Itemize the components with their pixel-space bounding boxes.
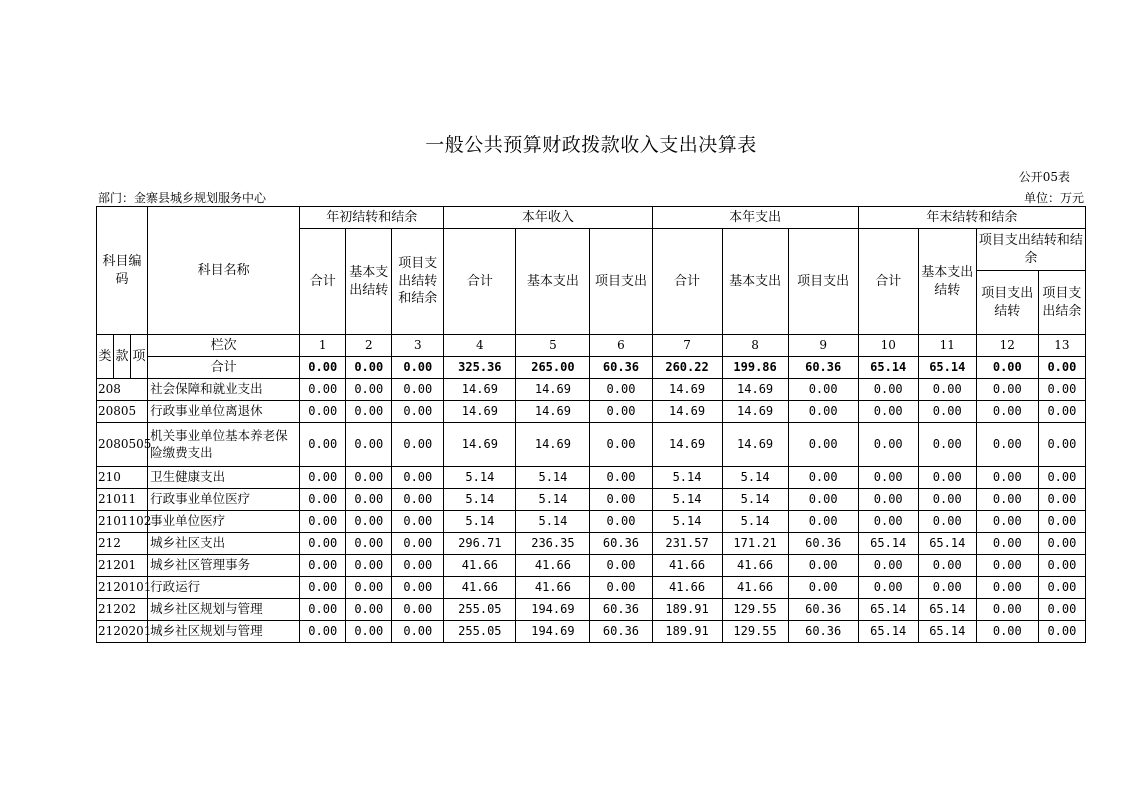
begin-project-header: 项目支出结转和结余 bbox=[392, 229, 444, 335]
cell-value: 0.00 bbox=[300, 621, 346, 643]
cell-value: 0.00 bbox=[976, 467, 1038, 489]
cell-value: 65.14 bbox=[918, 599, 976, 621]
total-value: 0.00 bbox=[300, 357, 346, 379]
subject-name: 城乡社区管理事务 bbox=[148, 555, 300, 577]
total-value: 60.36 bbox=[590, 357, 652, 379]
cell-value: 0.00 bbox=[1038, 511, 1085, 533]
name-header: 科目名称 bbox=[148, 207, 300, 335]
begin-total-header: 合计 bbox=[300, 229, 346, 335]
cell-value: 41.66 bbox=[444, 577, 516, 599]
cell-value: 5.14 bbox=[516, 511, 590, 533]
cell-value: 0.00 bbox=[976, 379, 1038, 401]
cell-value: 0.00 bbox=[300, 489, 346, 511]
subject-code: 212 bbox=[97, 533, 148, 555]
total-value: 0.00 bbox=[976, 357, 1038, 379]
cell-value: 0.00 bbox=[392, 511, 444, 533]
cell-value: 0.00 bbox=[788, 511, 858, 533]
subject-code: 21011 bbox=[97, 489, 148, 511]
cell-value: 0.00 bbox=[392, 401, 444, 423]
cell-value: 0.00 bbox=[858, 467, 918, 489]
cell-value: 0.00 bbox=[918, 577, 976, 599]
cell-value: 0.00 bbox=[392, 621, 444, 643]
column-number: 7 bbox=[652, 335, 722, 357]
cell-value: 0.00 bbox=[590, 423, 652, 467]
kuan-header: 款 bbox=[114, 335, 131, 379]
cell-value: 5.14 bbox=[444, 511, 516, 533]
cell-value: 0.00 bbox=[976, 599, 1038, 621]
cell-value: 41.66 bbox=[444, 555, 516, 577]
column-number: 6 bbox=[590, 335, 652, 357]
cell-value: 255.05 bbox=[444, 599, 516, 621]
cell-value: 0.00 bbox=[392, 489, 444, 511]
cell-value: 5.14 bbox=[444, 489, 516, 511]
cell-value: 0.00 bbox=[346, 489, 392, 511]
cell-value: 14.69 bbox=[516, 401, 590, 423]
cell-value: 0.00 bbox=[346, 423, 392, 467]
subject-code: 2120201 bbox=[97, 621, 148, 643]
cell-value: 0.00 bbox=[918, 423, 976, 467]
cell-value: 0.00 bbox=[1038, 577, 1085, 599]
form-number: 公开05表 bbox=[1018, 170, 1070, 184]
total-value: 260.22 bbox=[652, 357, 722, 379]
cell-value: 0.00 bbox=[976, 555, 1038, 577]
cell-value: 296.71 bbox=[444, 533, 516, 555]
page-title: 一般公共预算财政拨款收入支出决算表 bbox=[425, 134, 757, 156]
end-project-carry-header: 项目支出结转 bbox=[976, 271, 1038, 335]
cell-value: 0.00 bbox=[788, 379, 858, 401]
cell-value: 0.00 bbox=[858, 489, 918, 511]
table-row bbox=[97, 555, 1086, 577]
cell-value: 0.00 bbox=[788, 555, 858, 577]
total-value: 265.00 bbox=[516, 357, 590, 379]
cell-value: 41.66 bbox=[652, 555, 722, 577]
cell-value: 0.00 bbox=[392, 533, 444, 555]
cell-value: 0.00 bbox=[300, 555, 346, 577]
cell-value: 194.69 bbox=[516, 621, 590, 643]
table-row bbox=[97, 577, 1086, 599]
total-value: 0.00 bbox=[1038, 357, 1085, 379]
department-label: 部门：金寨县城乡规划服务中心 bbox=[98, 191, 267, 205]
cell-value: 14.69 bbox=[652, 379, 722, 401]
cell-value: 0.00 bbox=[1038, 401, 1085, 423]
cell-value: 60.36 bbox=[788, 621, 858, 643]
cell-value: 0.00 bbox=[858, 577, 918, 599]
column-number: 3 bbox=[392, 335, 444, 357]
cell-value: 0.00 bbox=[300, 533, 346, 555]
cell-value: 60.36 bbox=[590, 621, 652, 643]
cell-value: 41.66 bbox=[652, 577, 722, 599]
column-number: 4 bbox=[444, 335, 516, 357]
cell-value: 0.00 bbox=[346, 599, 392, 621]
subject-name: 社会保障和就业支出 bbox=[148, 379, 300, 401]
cell-value: 194.69 bbox=[516, 599, 590, 621]
cell-value: 0.00 bbox=[590, 511, 652, 533]
budget-table bbox=[96, 206, 1086, 643]
cell-value: 5.14 bbox=[516, 467, 590, 489]
cell-value: 14.69 bbox=[722, 423, 788, 467]
cell-value: 0.00 bbox=[392, 599, 444, 621]
cell-value: 5.14 bbox=[722, 511, 788, 533]
cell-value: 0.00 bbox=[300, 401, 346, 423]
cell-value: 41.66 bbox=[516, 555, 590, 577]
cell-value: 0.00 bbox=[300, 467, 346, 489]
cell-value: 0.00 bbox=[346, 511, 392, 533]
cell-value: 0.00 bbox=[976, 533, 1038, 555]
expense-header: 本年支出 bbox=[652, 207, 858, 229]
cell-value: 0.00 bbox=[918, 467, 976, 489]
cell-value: 129.55 bbox=[722, 599, 788, 621]
end-project-group-header: 项目支出结转和结余 bbox=[976, 229, 1085, 271]
cell-value: 41.66 bbox=[722, 555, 788, 577]
total-value: 60.36 bbox=[788, 357, 858, 379]
cell-value: 0.00 bbox=[976, 577, 1038, 599]
cell-value: 65.14 bbox=[858, 621, 918, 643]
cell-value: 0.00 bbox=[918, 511, 976, 533]
cell-value: 41.66 bbox=[722, 577, 788, 599]
cell-value: 14.69 bbox=[444, 401, 516, 423]
subject-name: 行政事业单位离退休 bbox=[148, 401, 300, 423]
column-number: 10 bbox=[858, 335, 918, 357]
column-number: 11 bbox=[918, 335, 976, 357]
subject-name: 城乡社区规划与管理 bbox=[148, 621, 300, 643]
cell-value: 0.00 bbox=[1038, 533, 1085, 555]
cell-value: 0.00 bbox=[858, 423, 918, 467]
cell-value: 0.00 bbox=[918, 555, 976, 577]
begin-balance-header: 年初结转和结余 bbox=[300, 207, 444, 229]
cell-value: 0.00 bbox=[1038, 621, 1085, 643]
table-row bbox=[97, 489, 1086, 511]
cell-value: 0.00 bbox=[918, 489, 976, 511]
cell-value: 0.00 bbox=[300, 511, 346, 533]
cell-value: 0.00 bbox=[346, 467, 392, 489]
cell-value: 65.14 bbox=[858, 533, 918, 555]
table-row bbox=[97, 401, 1086, 423]
expense-project-header: 项目支出 bbox=[788, 229, 858, 335]
income-total-header: 合计 bbox=[444, 229, 516, 335]
total-value: 65.14 bbox=[858, 357, 918, 379]
subject-code: 21202 bbox=[97, 599, 148, 621]
cell-value: 5.14 bbox=[722, 467, 788, 489]
cell-value: 0.00 bbox=[590, 577, 652, 599]
cell-value: 0.00 bbox=[392, 555, 444, 577]
cell-value: 0.00 bbox=[976, 401, 1038, 423]
column-number: 9 bbox=[788, 335, 858, 357]
cell-value: 231.57 bbox=[652, 533, 722, 555]
cell-value: 5.14 bbox=[722, 489, 788, 511]
subject-code: 208 bbox=[97, 379, 148, 401]
column-number: 2 bbox=[346, 335, 392, 357]
subject-code: 210 bbox=[97, 467, 148, 489]
cell-value: 0.00 bbox=[858, 379, 918, 401]
cell-value: 0.00 bbox=[788, 401, 858, 423]
cell-value: 60.36 bbox=[788, 599, 858, 621]
table-row bbox=[97, 379, 1086, 401]
total-value: 0.00 bbox=[392, 357, 444, 379]
table-row bbox=[97, 533, 1086, 555]
cell-value: 60.36 bbox=[590, 599, 652, 621]
cell-value: 0.00 bbox=[1038, 379, 1085, 401]
subject-code: 21201 bbox=[97, 555, 148, 577]
cell-value: 60.36 bbox=[788, 533, 858, 555]
cell-value: 14.69 bbox=[652, 423, 722, 467]
cell-value: 0.00 bbox=[590, 489, 652, 511]
subject-code: 2080505 bbox=[97, 423, 148, 467]
cell-value: 0.00 bbox=[976, 423, 1038, 467]
subject-code: 2120101 bbox=[97, 577, 148, 599]
cell-value: 0.00 bbox=[918, 379, 976, 401]
end-basic-carry-header: 基本支出结转 bbox=[918, 229, 976, 335]
end-total-header: 合计 bbox=[858, 229, 918, 335]
cell-value: 0.00 bbox=[788, 489, 858, 511]
cell-value: 14.69 bbox=[444, 379, 516, 401]
end-balance-header: 年末结转和结余 bbox=[858, 207, 1085, 229]
column-number: 12 bbox=[976, 335, 1038, 357]
cell-value: 0.00 bbox=[300, 423, 346, 467]
begin-basic-carry-header: 基本支出结转 bbox=[346, 229, 392, 335]
cell-value: 0.00 bbox=[346, 533, 392, 555]
expense-total-header: 合计 bbox=[652, 229, 722, 335]
cell-value: 0.00 bbox=[300, 379, 346, 401]
cell-value: 5.14 bbox=[516, 489, 590, 511]
table-row bbox=[97, 467, 1086, 489]
cell-value: 5.14 bbox=[652, 511, 722, 533]
cell-value: 65.14 bbox=[918, 621, 976, 643]
cell-value: 0.00 bbox=[858, 511, 918, 533]
table-row bbox=[97, 621, 1086, 643]
cell-value: 14.69 bbox=[652, 401, 722, 423]
table-row bbox=[97, 423, 1086, 467]
cell-value: 171.21 bbox=[722, 533, 788, 555]
income-header: 本年收入 bbox=[444, 207, 652, 229]
total-value: 0.00 bbox=[346, 357, 392, 379]
income-basic-header: 基本支出 bbox=[516, 229, 590, 335]
cell-value: 0.00 bbox=[590, 467, 652, 489]
cell-value: 0.00 bbox=[346, 555, 392, 577]
xiang-header: 项 bbox=[131, 335, 148, 379]
cell-value: 0.00 bbox=[976, 621, 1038, 643]
column-number: 5 bbox=[516, 335, 590, 357]
subject-name: 事业单位医疗 bbox=[148, 511, 300, 533]
cell-value: 0.00 bbox=[346, 621, 392, 643]
cell-value: 0.00 bbox=[918, 401, 976, 423]
cell-value: 0.00 bbox=[1038, 489, 1085, 511]
cell-value: 0.00 bbox=[392, 423, 444, 467]
cell-value: 0.00 bbox=[858, 555, 918, 577]
cell-value: 0.00 bbox=[590, 379, 652, 401]
cell-value: 0.00 bbox=[346, 577, 392, 599]
cell-value: 0.00 bbox=[590, 401, 652, 423]
total-value: 199.86 bbox=[722, 357, 788, 379]
subject-code: 20805 bbox=[97, 401, 148, 423]
subject-code: 2101102 bbox=[97, 511, 148, 533]
cell-value: 0.00 bbox=[788, 423, 858, 467]
subject-name: 城乡社区规划与管理 bbox=[148, 599, 300, 621]
cell-value: 189.91 bbox=[652, 621, 722, 643]
income-project-header: 项目支出 bbox=[590, 229, 652, 335]
cell-value: 14.69 bbox=[516, 423, 590, 467]
subject-name: 行政事业单位医疗 bbox=[148, 489, 300, 511]
subject-name: 卫生健康支出 bbox=[148, 467, 300, 489]
expense-basic-header: 基本支出 bbox=[722, 229, 788, 335]
cell-value: 14.69 bbox=[722, 379, 788, 401]
column-number: 1 bbox=[300, 335, 346, 357]
cell-value: 236.35 bbox=[516, 533, 590, 555]
cell-value: 0.00 bbox=[346, 379, 392, 401]
total-value: 325.36 bbox=[444, 357, 516, 379]
total-value: 65.14 bbox=[918, 357, 976, 379]
cell-value: 0.00 bbox=[788, 577, 858, 599]
column-number: 13 bbox=[1038, 335, 1085, 357]
cell-value: 189.91 bbox=[652, 599, 722, 621]
cell-value: 0.00 bbox=[976, 489, 1038, 511]
cell-value: 5.14 bbox=[652, 489, 722, 511]
end-project-balance-header: 项目支出结余 bbox=[1038, 271, 1085, 335]
cell-value: 14.69 bbox=[722, 401, 788, 423]
cell-value: 0.00 bbox=[346, 401, 392, 423]
cell-value: 0.00 bbox=[590, 555, 652, 577]
cell-value: 0.00 bbox=[788, 467, 858, 489]
cell-value: 65.14 bbox=[918, 533, 976, 555]
cell-value: 14.69 bbox=[516, 379, 590, 401]
cell-value: 5.14 bbox=[444, 467, 516, 489]
unit-label: 单位：万元 bbox=[1023, 191, 1084, 205]
cell-value: 0.00 bbox=[392, 467, 444, 489]
cell-value: 0.00 bbox=[858, 401, 918, 423]
row-number-label: 栏次 bbox=[148, 335, 300, 357]
cell-value: 60.36 bbox=[590, 533, 652, 555]
cell-value: 129.55 bbox=[722, 621, 788, 643]
cell-value: 0.00 bbox=[1038, 467, 1085, 489]
cell-value: 0.00 bbox=[1038, 599, 1085, 621]
cell-value: 0.00 bbox=[300, 577, 346, 599]
total-row-label: 合计 bbox=[148, 357, 300, 379]
cell-value: 65.14 bbox=[858, 599, 918, 621]
cell-value: 5.14 bbox=[652, 467, 722, 489]
cell-value: 0.00 bbox=[300, 599, 346, 621]
cell-value: 0.00 bbox=[392, 577, 444, 599]
subject-name: 行政运行 bbox=[148, 577, 300, 599]
cell-value: 0.00 bbox=[976, 511, 1038, 533]
subject-name: 机关事业单位基本养老保险缴费支出 bbox=[148, 423, 300, 467]
cell-value: 14.69 bbox=[444, 423, 516, 467]
cell-value: 255.05 bbox=[444, 621, 516, 643]
lei-header: 类 bbox=[97, 335, 114, 379]
column-number: 8 bbox=[722, 335, 788, 357]
cell-value: 41.66 bbox=[516, 577, 590, 599]
cell-value: 0.00 bbox=[1038, 423, 1085, 467]
cell-value: 0.00 bbox=[1038, 555, 1085, 577]
code-header: 科目编码 bbox=[97, 207, 148, 335]
table-row bbox=[97, 511, 1086, 533]
cell-value: 0.00 bbox=[392, 379, 444, 401]
table-row bbox=[97, 599, 1086, 621]
subject-name: 城乡社区支出 bbox=[148, 533, 300, 555]
